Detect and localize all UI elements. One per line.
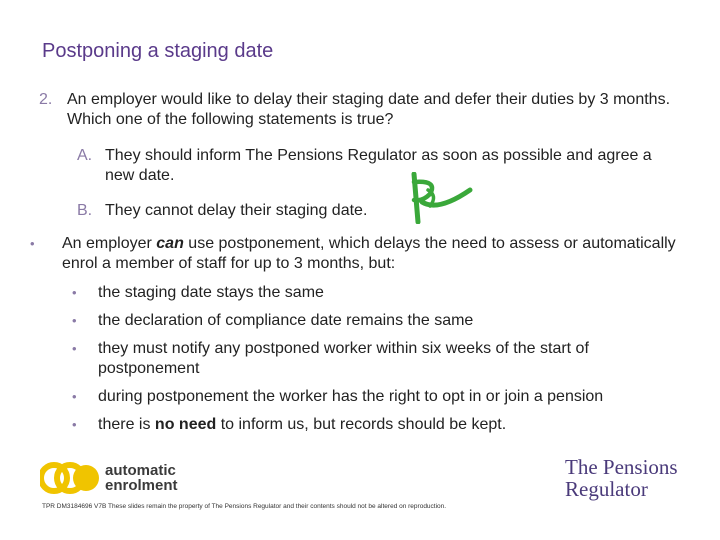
bullet-dot-icon: • xyxy=(72,313,77,328)
main-bullet xyxy=(30,234,680,274)
option-a xyxy=(77,146,677,186)
sub-bullet-text: there is no need to inform us, but records should be kept. xyxy=(98,416,507,433)
slide-title: Postponing a staging date xyxy=(42,40,274,62)
sub-bullet-text: they must notify any postponed worker within six weeks of the start of postponement xyxy=(98,340,589,377)
tpr-logo: The Pensions Regulator xyxy=(565,455,678,501)
sub-bullet xyxy=(72,311,682,331)
sub-bullet xyxy=(72,415,682,435)
emphasis-no-need: no need xyxy=(154,416,217,433)
emphasis-can: can xyxy=(156,235,184,252)
option-a-text: They should inform The Pensions Regulator as soon as possible and agree a new date. xyxy=(105,147,652,184)
footer-text: TPR DM3184696 V7B These slides remain the property of The Pensions Regulator and their contents should not be altered on reproduction. xyxy=(42,503,447,510)
bullet-dot-icon: • xyxy=(72,341,77,356)
question-text: An employer would like to delay their staging date and defer their duties by 3 months. Which one of the following statements is true? xyxy=(67,91,671,128)
option-b-letter: B. xyxy=(77,202,93,219)
ae-logo-text: automatic enrolment xyxy=(105,462,178,494)
sub-bullet-text: during postponement the worker has the right to opt in or join a pension xyxy=(98,388,604,405)
option-b-text: They cannot delay their staging date. xyxy=(105,202,368,219)
option-a-letter: A. xyxy=(77,147,93,164)
tick-icon xyxy=(408,172,474,224)
bullet-dot-icon: • xyxy=(72,417,77,432)
question-number: 2. xyxy=(39,91,53,108)
sub-bullet-text: the declaration of compliance date remains the same xyxy=(98,312,474,329)
bullet-dot-icon: • xyxy=(72,389,77,404)
sub-bullet-text: the staging date stays the same xyxy=(98,284,324,301)
automatic-enrolment-logo-icon xyxy=(40,460,104,496)
bullet-dot-icon: • xyxy=(30,236,35,251)
sub-bullet xyxy=(72,339,682,379)
sub-bullet xyxy=(72,283,682,303)
main-bullet-text: An employer can use postponement, which delays the need to assess or automatically enrol a member of staff for up to 3 months, but: xyxy=(62,235,676,272)
sub-bullet xyxy=(72,387,682,407)
bullet-dot-icon: • xyxy=(72,285,77,300)
question xyxy=(39,90,679,130)
